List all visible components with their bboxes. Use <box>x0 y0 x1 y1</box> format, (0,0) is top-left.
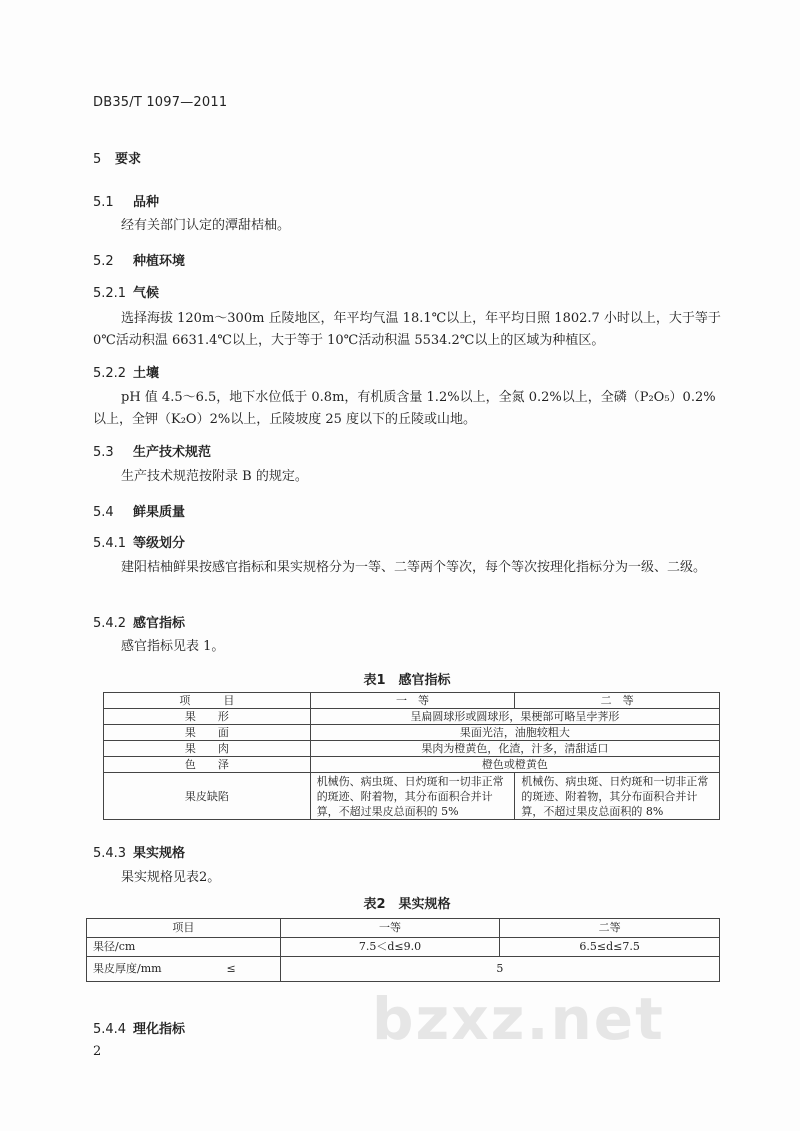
table2-title: 表2 果实规格 <box>363 897 451 912</box>
heading-title: 鲜果质量 <box>133 505 186 520</box>
header-cell: 二 等 <box>515 693 720 709</box>
paragraph-tech: 生产技术规范按附录 B 的规定。 <box>121 469 308 484</box>
heading-number: 5.2.2 <box>93 366 127 381</box>
heading-title: 要求 <box>115 152 142 167</box>
heading-5-4-2 <box>93 612 185 631</box>
paragraph-spec: 果实规格见表2。 <box>121 870 221 885</box>
item-cell: 果 形 <box>104 709 311 725</box>
heading-number: 5.2 <box>93 254 114 269</box>
heading-title: 等级划分 <box>133 536 186 551</box>
heading-5-2 <box>93 250 185 269</box>
spec-table <box>86 918 720 982</box>
table-header-row <box>87 919 720 938</box>
item-cell: 色 泽 <box>104 757 311 773</box>
watermark: bzxz.net <box>372 985 665 1053</box>
paragraph-sensory: 感官指标见表 1。 <box>121 639 225 654</box>
heading-number: 5.4.4 <box>93 1022 127 1037</box>
table-row <box>104 725 720 741</box>
heading-5-3 <box>93 441 211 460</box>
paragraph-grading: 建阳桔柚鲜果按感官指标和果实规格分为一等、二等两个等次，每个等次按理化指标分为一级、二级。 <box>121 560 707 575</box>
header-cell: 项目 <box>87 919 281 938</box>
sensory-table <box>103 692 720 820</box>
table-row <box>104 709 720 725</box>
heading-number: 5.4.3 <box>93 846 127 861</box>
heading-number: 5.4.1 <box>93 536 127 551</box>
table-row <box>87 938 720 957</box>
heading-title: 感官指标 <box>133 616 186 631</box>
heading-5-2-1 <box>93 282 159 301</box>
heading-5-4 <box>93 501 185 520</box>
table-row <box>104 773 720 820</box>
paragraph-soil: pH 值 4.5～6.5，地下水位低于 0.8m，有机质含量 1.2%以上，全氮 0.2%以上，全磷（P₂O₅）0.2%以上，全钾（K₂O）2%以上，丘陵坡度 25 度以下的丘陵或山地。 <box>93 390 716 427</box>
item-cell <box>87 957 281 982</box>
item-cell: 果 面 <box>104 725 311 741</box>
heading-5-4-1 <box>93 532 185 551</box>
item-label: 果皮厚度/mm <box>93 962 162 975</box>
table-row <box>104 757 720 773</box>
heading-5-1 <box>93 191 159 210</box>
value-cell: 机械伤、病虫斑、日灼斑和一切非正常的斑迹、附着物，其分布面积合并计算，不超过果皮总面积的 8% <box>515 773 720 820</box>
heading-title: 品种 <box>133 195 160 210</box>
standard-number: DB35/T 1097—2011 <box>93 95 228 110</box>
heading-title: 理化指标 <box>133 1022 186 1037</box>
value-cell: 果面光洁，油胞较粗大 <box>310 725 719 741</box>
item-cell: 果径/cm <box>87 938 281 957</box>
table-row <box>104 741 720 757</box>
heading-title: 土壤 <box>133 366 160 381</box>
value-cell: 6.5≤d≤7.5 <box>500 938 720 957</box>
value-cell: 橙色或橙黄色 <box>310 757 719 773</box>
item-cell: 果 肉 <box>104 741 311 757</box>
heading-number: 5.1 <box>93 195 114 210</box>
heading-title: 果实规格 <box>133 846 186 861</box>
page-number: 2 <box>93 1044 102 1059</box>
heading-title: 生产技术规范 <box>133 445 212 460</box>
item-cell: 果皮缺陷 <box>104 773 311 820</box>
value-cell: 7.5＜d≤9.0 <box>280 938 500 957</box>
value-cell: 5 <box>280 957 719 982</box>
value-cell: 果肉为橙黄色，化渣，汁多，清甜适口 <box>310 741 719 757</box>
value-cell: 机械伤、病虫斑、日灼斑和一切非正常的斑迹、附着物，其分布面积合并计算，不超过果皮总面积的 5% <box>310 773 515 820</box>
heading-5-2-2 <box>93 362 159 381</box>
paragraph-variety: 经有关部门认定的潭甜桔柚。 <box>121 218 291 233</box>
operator-symbol: ≤ <box>226 962 236 975</box>
heading-number: 5.2.1 <box>93 286 127 301</box>
heading-number: 5 <box>93 152 102 167</box>
header-cell: 一等 <box>280 919 500 938</box>
heading-5 <box>93 148 141 167</box>
heading-number: 5.4.2 <box>93 616 127 631</box>
header-cell: 项 目 <box>104 693 311 709</box>
heading-number: 5.3 <box>93 445 114 460</box>
heading-5-4-3 <box>93 842 185 861</box>
heading-title: 气候 <box>133 286 160 301</box>
heading-number: 5.4 <box>93 505 114 520</box>
paragraph-climate: 选择海拔 120m～300m 丘陵地区，年平均气温 18.1℃以上，年平均日照 1802.7 小时以上，大于等于 0℃活动积温 6631.4℃以上，大于等于 10℃活动积温 5534.2℃以上的区域为种植区。 <box>93 311 721 348</box>
table-row <box>87 957 720 982</box>
header-cell: 二等 <box>500 919 720 938</box>
value-cell: 呈扁圆球形或圆球形，果梗部可略呈孛荠形 <box>310 709 719 725</box>
table-header-row <box>104 693 720 709</box>
heading-5-4-4 <box>93 1018 185 1037</box>
heading-title: 种植环境 <box>133 254 186 269</box>
table1-title: 表1 感官指标 <box>363 673 451 688</box>
header-cell: 一 等 <box>310 693 515 709</box>
